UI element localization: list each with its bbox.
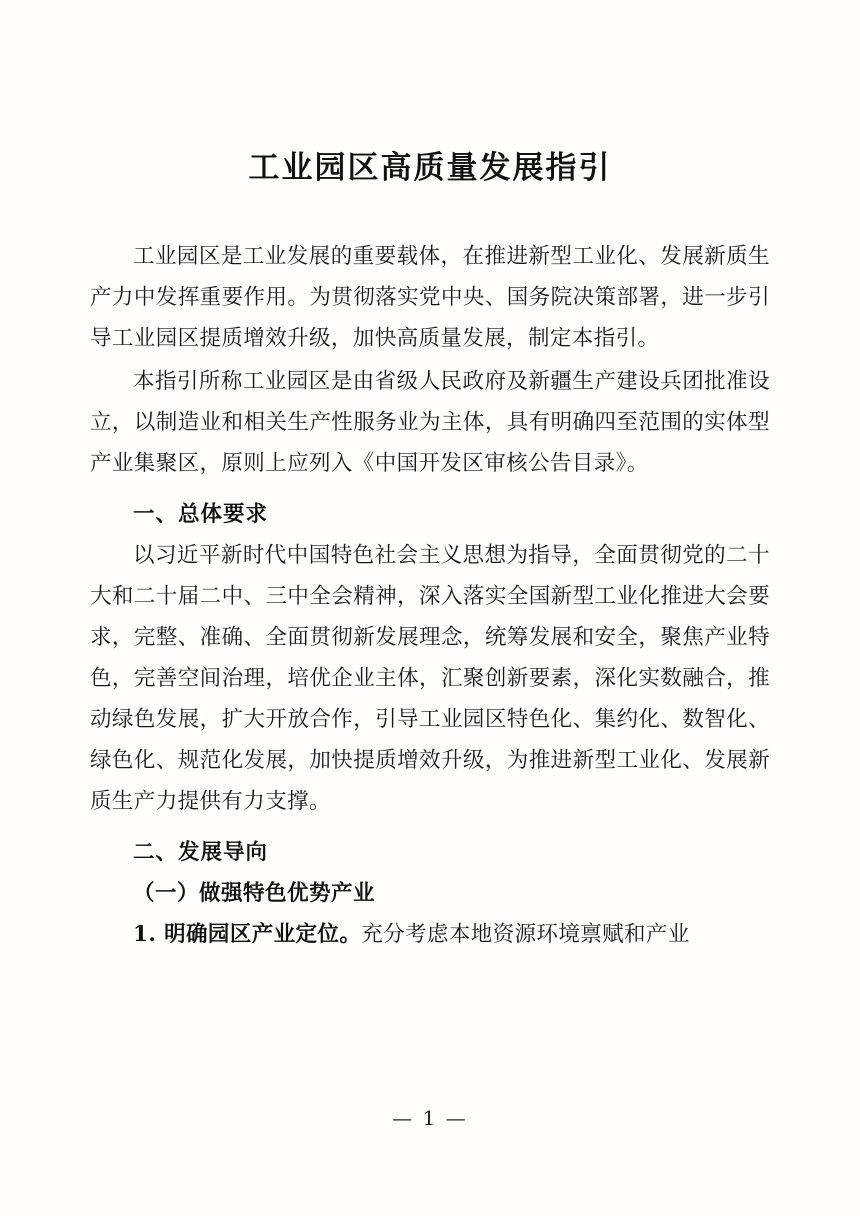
section-heading-development-orientation: 二、发展导向 xyxy=(133,840,269,866)
paragraph-intro-1: 工业园区是工业发展的重要载体，在推进新型工业化、发展新质生产力中发挥重要作用。为贯彻落实党中央、国务院决策部署，进一步引导工业园区提质增效升级，加快高质量发展，制定本指引。 xyxy=(90,244,770,352)
list-item-lead: 1. 明确园区产业定位。 xyxy=(133,922,362,948)
list-item-industry-positioning xyxy=(90,914,770,955)
paragraph-intro-2: 本指引所称工业园区是由省级人民政府及新疆生产建设兵团批准设立，以制造业和相关生产性服务业为主体，具有明确四至范围的实体型产业集聚区，原则上应列入《中国开发区审核公告目录》。 xyxy=(90,369,770,477)
document-body xyxy=(90,236,770,955)
section-heading-overall-requirements: 一、总体要求 xyxy=(133,502,269,528)
subsection-heading-strengthen-industries: （一）做强特色优势产业 xyxy=(133,881,376,907)
paragraph-overall-requirements: 以习近平新时代中国特色社会主义思想为指导，全面贯彻党的二十大和二十届二中、三中全会精神，深入落实全国新型工业化推进大会要求，完整、准确、全面贯彻新发展理念，统筹发展和安全，聚焦产业特色，完善空间治理，培优企业主体，汇聚创新要素，深化实数融合，推动绿色发展，扩大开放合作，引导工业园区特色化、集约化、数智化、绿色化、规范化发展，加快提质增效升级，为推进新型工业化、发展新质生产力提供有力支撑。 xyxy=(90,543,770,815)
page-number: — 1 — xyxy=(392,1106,468,1130)
list-item-text: 充分考虑本地资源环境禀赋和产业 xyxy=(361,922,690,948)
page-title: 工业园区高质量发展指引 xyxy=(248,150,612,186)
